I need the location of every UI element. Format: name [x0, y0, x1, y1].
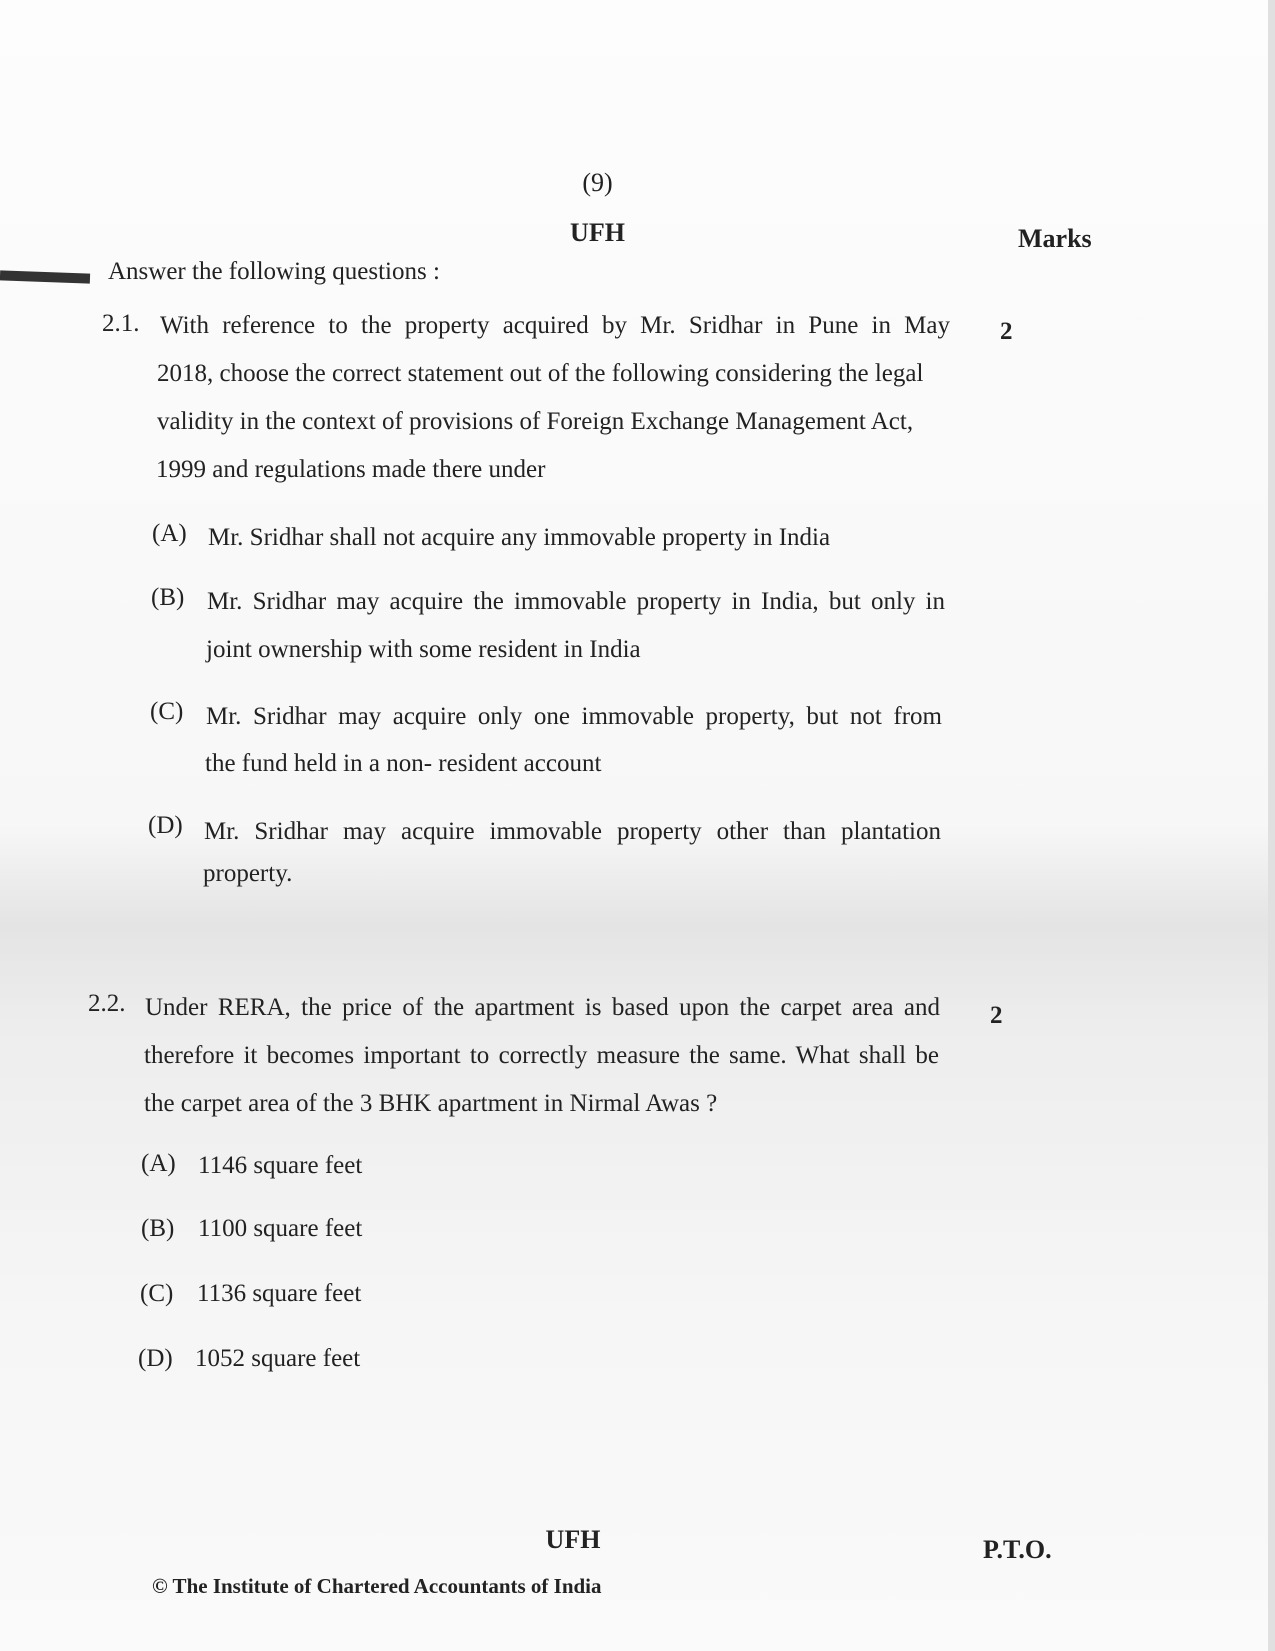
question-text-line: With reference to the property acquired by Mr. Sridhar in Pune in May — [160, 312, 950, 339]
option-text: joint ownership with some resident in India — [206, 636, 641, 663]
option-letter: (C) — [150, 698, 184, 725]
option-text: 1136 square feet — [197, 1280, 362, 1307]
option-text: 1052 square feet — [195, 1345, 361, 1372]
option-text: 1100 square feet — [198, 1215, 363, 1242]
option-text: Mr. Sridhar may acquire immovable property other than plantation — [204, 818, 941, 845]
option-letter: (D) — [138, 1345, 173, 1372]
page-edge-shadow — [1268, 0, 1275, 1651]
footer-paper-code: UFH — [545, 1525, 601, 1554]
option-letter: (B) — [151, 584, 185, 611]
margin-pen-mark — [0, 270, 90, 283]
option-letter: (A) — [141, 1150, 176, 1177]
marks-column-heading: Marks — [1018, 224, 1092, 253]
question-number: 2.2. — [88, 990, 126, 1017]
question-text-line: the carpet area of the 3 BHK apartment in Nirmal Awas ? — [144, 1090, 718, 1117]
option-text: the fund held in a non- resident account — [205, 750, 602, 777]
option-letter: (A) — [152, 520, 187, 547]
option-text: Mr. Sridhar may acquire the immovable property in India, but only in — [207, 588, 945, 615]
question-text-line: 1999 and regulations made there under — [156, 456, 546, 483]
header-paper-code: UFH — [570, 218, 625, 247]
question-text-line: therefore it becomes important to correctly measure the same. What shall be — [144, 1042, 939, 1069]
copyright-notice: © The Institute of Chartered Accountants of India — [152, 1574, 602, 1598]
option-text: Mr. Sridhar may acquire only one immovable property, but not from — [206, 703, 942, 730]
question-marks: 2 — [990, 1002, 1003, 1029]
question-number: 2.1. — [102, 310, 140, 337]
instructions: Answer the following questions : — [108, 258, 440, 285]
option-text: 1146 square feet — [198, 1152, 363, 1179]
question-text-line: Under RERA, the price of the apartment is based upon the carpet area and — [145, 994, 940, 1021]
please-turn-over: P.T.O. — [983, 1535, 1052, 1564]
page-number: (9) — [582, 168, 613, 197]
option-text: Mr. Sridhar shall not acquire any immovable property in India — [208, 524, 831, 551]
option-letter: (C) — [140, 1280, 174, 1307]
option-letter: (B) — [141, 1215, 175, 1242]
option-letter: (D) — [148, 812, 183, 839]
question-text-line: validity in the context of provisions of Foreign Exchange Management Act, — [157, 408, 914, 435]
question-text-line: 2018, choose the correct statement out of the following considering the legal — [157, 360, 924, 387]
question-marks: 2 — [1000, 318, 1013, 345]
option-text: property. — [203, 860, 293, 887]
